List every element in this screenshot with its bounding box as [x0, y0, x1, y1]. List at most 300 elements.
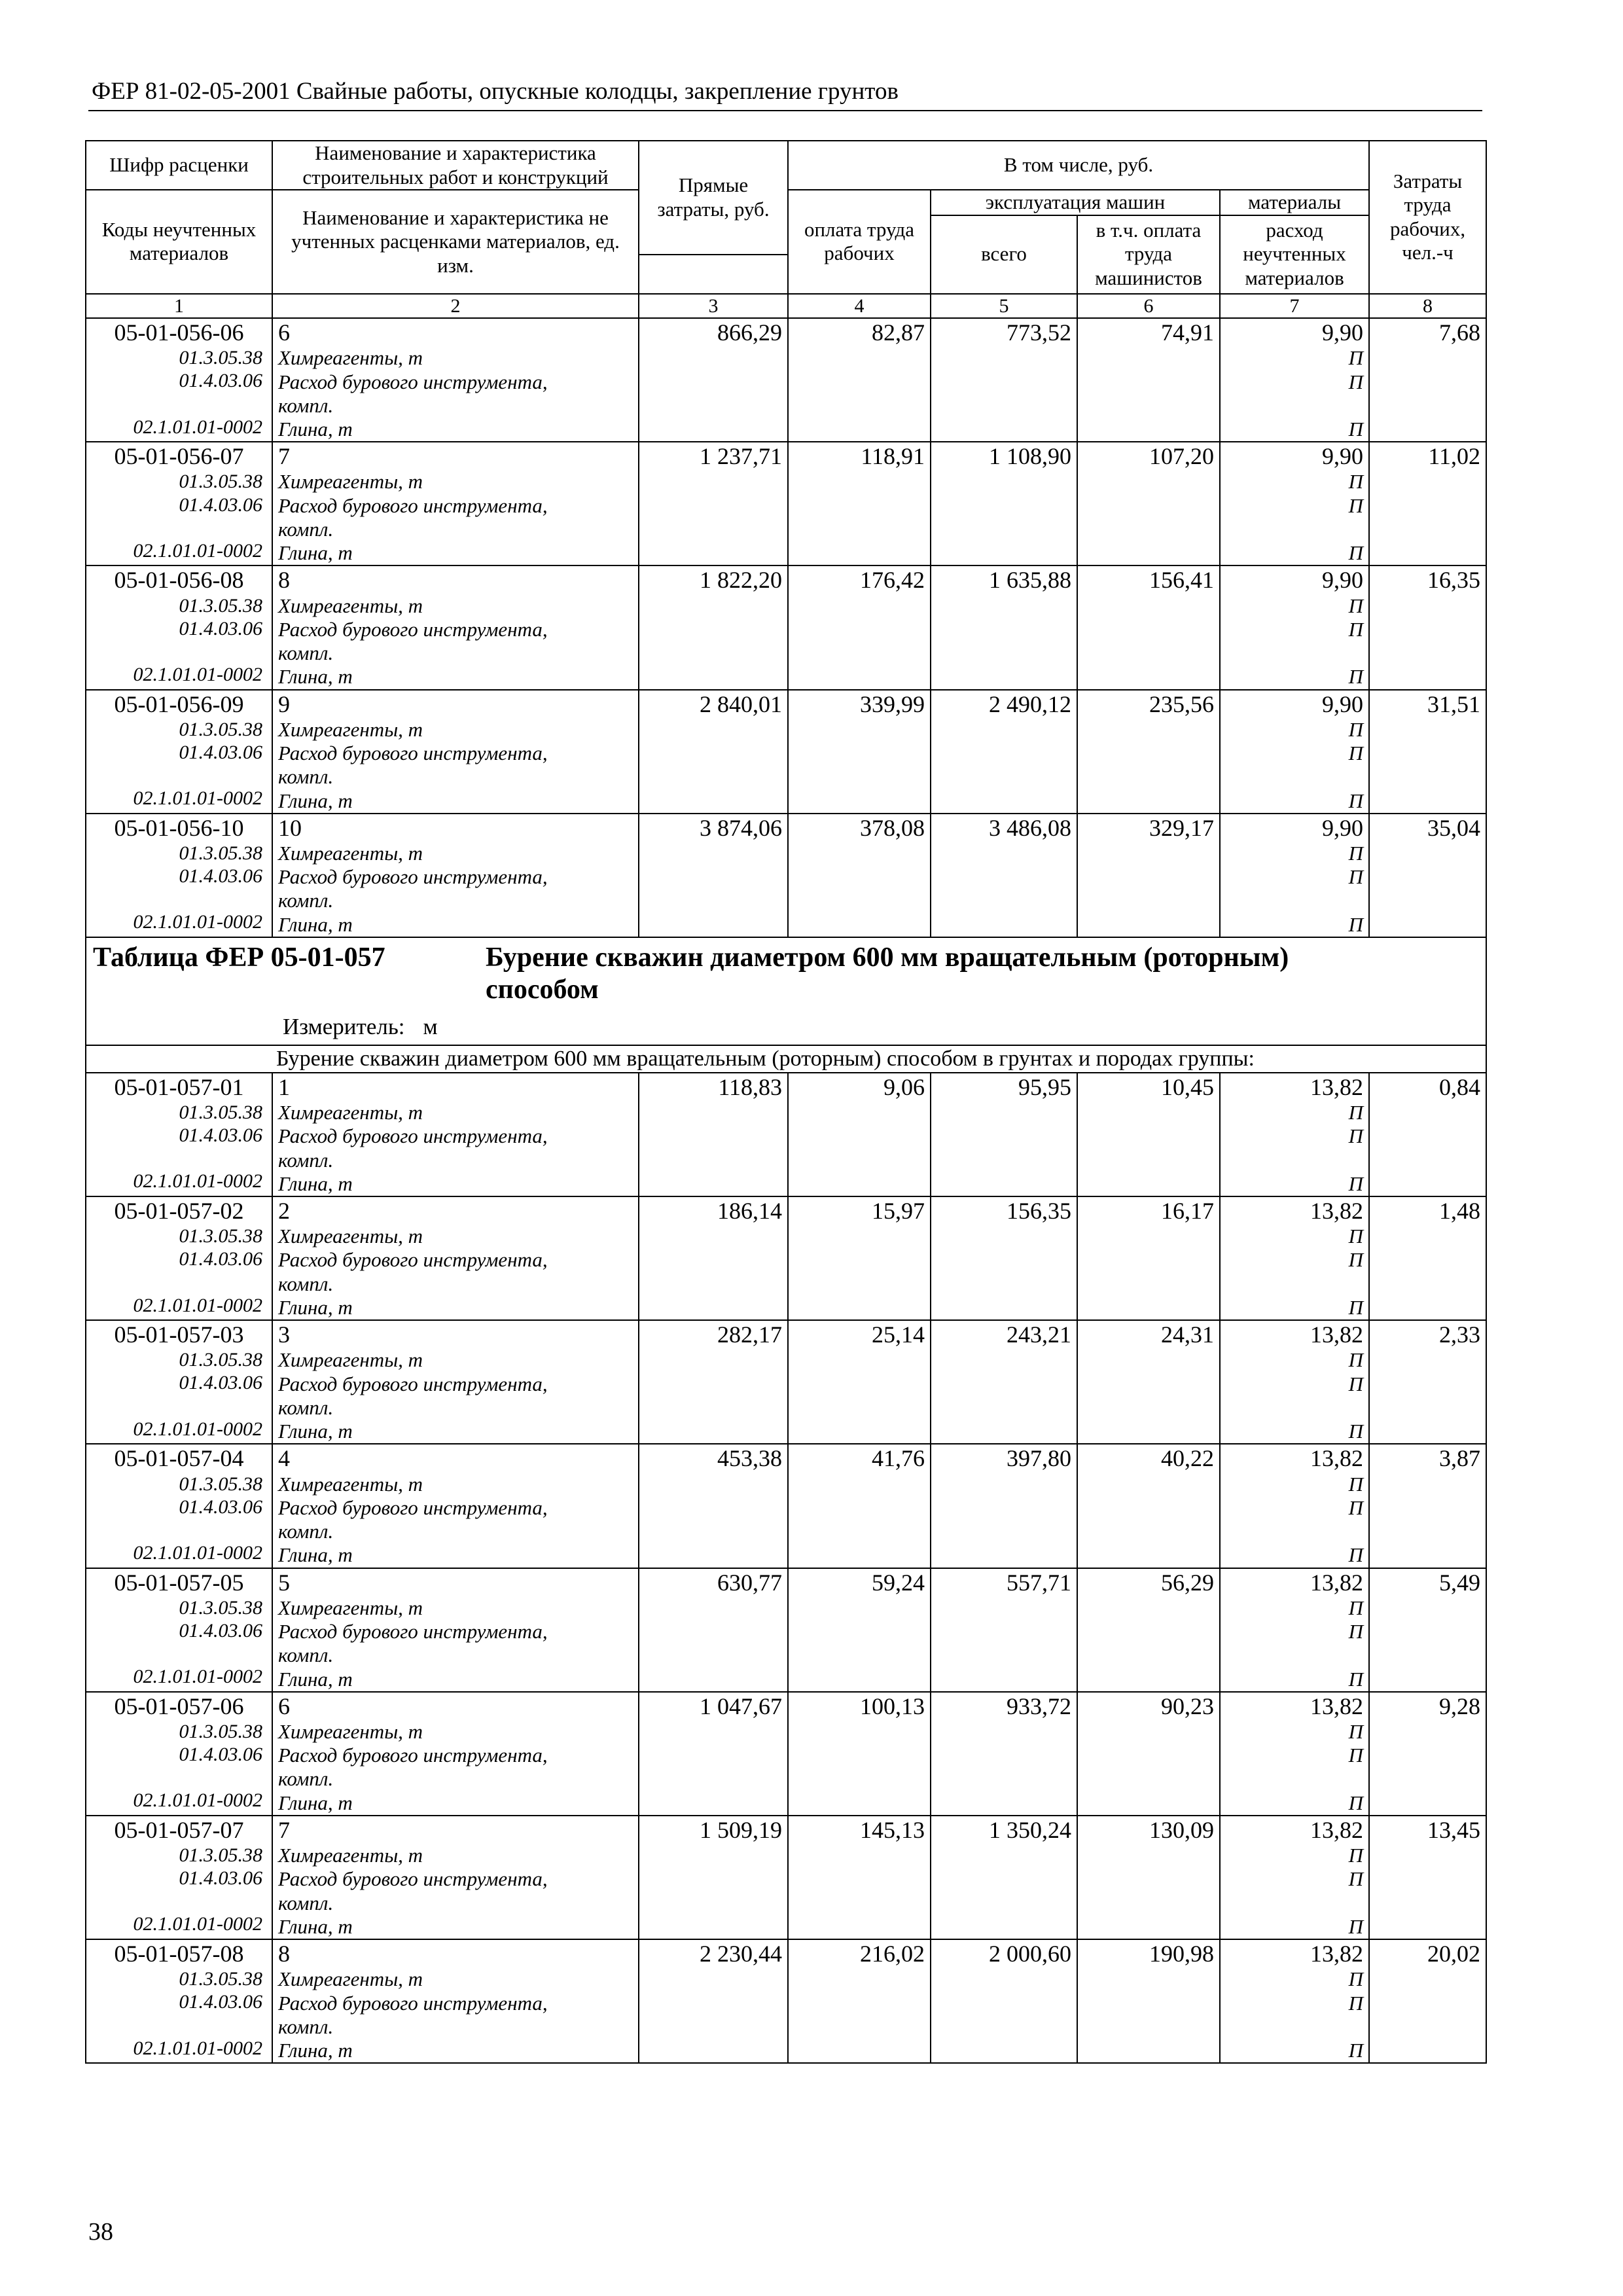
direct-costs: 1 509,19 [639, 1816, 788, 1939]
material-name: Расход бурового инструмента, [278, 617, 548, 641]
material-name: Химреагенты, т [278, 1225, 423, 1248]
material-code: 02.1.01.01-0002 [133, 1789, 262, 1812]
header-direct-costs: Прямые затраты, руб. [639, 141, 788, 255]
material-p-mark: П [1348, 346, 1364, 370]
materials-cell [1220, 690, 1369, 814]
machines-total: 243,21 [931, 1320, 1077, 1444]
rates-table [85, 140, 1487, 2064]
material-code: 02.1.01.01-0002 [133, 1666, 262, 1688]
material-p-mark: П [1348, 1348, 1364, 1372]
machines-total: 156,35 [931, 1196, 1077, 1320]
material-name: Глина, т [278, 1420, 353, 1443]
materials-cost: 13,82 [1310, 1198, 1364, 1225]
labor-pay: 100,13 [788, 1692, 931, 1816]
rate-code: 05-01-056-06 [114, 319, 244, 346]
group-number: 10 [278, 814, 302, 841]
material-name: Химреагенты, т [278, 1596, 423, 1619]
materials-cell [1220, 442, 1369, 565]
material-code: 01.4.03.06 [179, 1991, 262, 2013]
col-number: 6 [1077, 294, 1220, 318]
material-name: компл. [278, 1767, 334, 1791]
direct-costs: 186,14 [639, 1196, 788, 1320]
rate-name-cell [272, 814, 639, 937]
material-p-mark: П [1348, 1914, 1364, 1938]
rate-code: 05-01-057-04 [114, 1445, 244, 1472]
materials-cost: 13,82 [1310, 1941, 1364, 1967]
machines-driver-pay: 40,22 [1077, 1444, 1220, 1568]
material-p-blank [1226, 765, 1363, 789]
materials-cost: 13,82 [1310, 1693, 1364, 1719]
materials-cell [1220, 1568, 1369, 1692]
material-code: 02.1.01.01-0002 [133, 1294, 262, 1316]
material-name: Глина, т [278, 1791, 353, 1814]
material-name: Расход бурового инструмента, [278, 1496, 548, 1519]
material-p-mark: П [1348, 1496, 1364, 1519]
material-p-blank [1226, 1643, 1363, 1667]
materials-cost: 13,82 [1310, 1073, 1364, 1100]
material-name: Расход бурового инструмента, [278, 1248, 548, 1272]
table-057-name: Бурение скважин диаметром 600 мм вращательным (роторным) способом [486, 942, 1289, 1005]
machines-driver-pay: 10,45 [1077, 1073, 1220, 1196]
rate-code: 05-01-057-05 [114, 1569, 244, 1596]
material-p-mark: П [1348, 1596, 1364, 1619]
col-number: 4 [788, 294, 931, 318]
materials-cell [1220, 1939, 1369, 2063]
header-machines-total: всего [931, 215, 1077, 294]
material-p-mark: П [1348, 841, 1364, 865]
material-p-mark: П [1348, 1867, 1364, 1891]
material-p-blank [1226, 1520, 1363, 1543]
machines-driver-pay: 56,29 [1077, 1568, 1220, 1692]
labor-hours: 13,45 [1369, 1816, 1486, 1939]
material-code: 02.1.01.01-0002 [133, 416, 262, 438]
rate-name-cell [272, 1939, 639, 2063]
rate-code-cell [86, 814, 272, 937]
materials-cell [1220, 565, 1369, 689]
material-code: 01.3.05.38 [179, 842, 262, 864]
table-row [86, 1939, 1486, 2063]
rate-name-cell [272, 318, 639, 442]
material-code: 02.1.01.01-0002 [133, 2037, 262, 2059]
materials-cell [1220, 1692, 1369, 1816]
labor-hours: 35,04 [1369, 814, 1486, 937]
material-p-mark: П [1348, 1248, 1364, 1272]
material-p-mark: П [1348, 1296, 1364, 1319]
material-p-mark: П [1348, 1667, 1364, 1691]
material-p-mark: П [1348, 742, 1364, 765]
material-p-mark: П [1348, 594, 1364, 617]
material-code: 01.3.05.38 [179, 1968, 262, 1990]
group-number: 7 [278, 443, 290, 470]
header-rate-code: Шифр расценки [86, 141, 272, 190]
machines-total: 95,95 [931, 1073, 1077, 1196]
machines-total: 1 350,24 [931, 1816, 1077, 1939]
direct-costs: 2 230,44 [639, 1939, 788, 2063]
material-name: компл. [278, 641, 334, 665]
direct-costs: 118,83 [639, 1073, 788, 1196]
machines-driver-pay: 107,20 [1077, 442, 1220, 565]
material-name: компл. [278, 1272, 334, 1295]
material-name: компл. [278, 1891, 334, 1914]
machines-driver-pay: 329,17 [1077, 814, 1220, 937]
material-code: 02.1.01.01-0002 [133, 787, 262, 810]
material-code: 01.4.03.06 [179, 1496, 262, 1518]
material-p-mark: П [1348, 1991, 1364, 2015]
material-code: 02.1.01.01-0002 [133, 1418, 262, 1440]
material-name: Химреагенты, т [278, 1348, 423, 1372]
table-row [86, 690, 1486, 814]
material-p-mark: П [1348, 1101, 1364, 1124]
materials-cost: 13,82 [1310, 1816, 1364, 1843]
materials-cell [1220, 1816, 1369, 1939]
materials-cell [1220, 1320, 1369, 1444]
header-material-names: Наименование и характеристика не учтенных расценками материалов, ед. изм. [272, 190, 639, 294]
material-name: Химреагенты, т [278, 1472, 423, 1496]
col-number: 3 [639, 294, 788, 318]
material-code: 02.1.01.01-0002 [133, 911, 262, 933]
material-name: Расход бурового инструмента, [278, 1991, 548, 2015]
table-057-heading [86, 937, 1486, 1073]
material-name: Глина, т [278, 1543, 353, 1567]
machines-total: 397,80 [931, 1444, 1077, 1568]
header-incl: В том числе, руб. [788, 141, 1369, 190]
material-code-blank [92, 1395, 266, 1418]
labor-hours: 1,48 [1369, 1196, 1486, 1320]
materials-cost: 9,90 [1322, 691, 1364, 717]
group-number: 4 [278, 1445, 290, 1472]
material-name: Расход бурового инструмента, [278, 865, 548, 889]
table-body-057 [86, 1073, 1486, 2063]
header-materials: материалы [1220, 190, 1369, 215]
header-materials-consumption: расход неучтенных материалов [1220, 215, 1369, 294]
rate-name-cell [272, 690, 639, 814]
material-p-mark: П [1348, 2039, 1364, 2062]
material-name: Глина, т [278, 1296, 353, 1319]
rate-name-cell [272, 1816, 639, 1939]
header-machines: эксплуатация машин [931, 190, 1220, 215]
material-p-mark: П [1348, 1225, 1364, 1248]
col-number: 1 [86, 294, 272, 318]
material-p-blank [1226, 1396, 1363, 1420]
material-p-mark: П [1348, 1172, 1364, 1195]
rate-code-cell [86, 690, 272, 814]
material-code: 01.3.05.38 [179, 1349, 262, 1371]
material-p-mark: П [1348, 470, 1364, 493]
material-code-blank [92, 764, 266, 787]
material-p-blank [1226, 518, 1363, 541]
header-divider [88, 110, 1482, 111]
material-code: 01.4.03.06 [179, 1248, 262, 1270]
rate-code: 05-01-057-07 [114, 1816, 244, 1843]
labor-pay: 9,06 [788, 1073, 931, 1196]
materials-cost: 9,90 [1322, 814, 1364, 841]
material-p-blank [1226, 641, 1363, 665]
material-p-blank [1226, 1272, 1363, 1296]
machines-driver-pay: 190,98 [1077, 1939, 1220, 2063]
material-name: компл. [278, 889, 334, 912]
rate-code-cell [86, 565, 272, 689]
table-row [86, 1568, 1486, 1692]
header-machines-labor: в т.ч. оплата труда машинистов [1077, 215, 1220, 294]
labor-hours: 7,68 [1369, 318, 1486, 442]
material-code: 02.1.01.01-0002 [133, 1170, 262, 1193]
material-p-mark: П [1348, 1844, 1364, 1867]
rate-code-cell [86, 442, 272, 565]
material-name: Расход бурового инструмента, [278, 493, 548, 517]
machines-driver-pay: 16,17 [1077, 1196, 1220, 1320]
material-name: Химреагенты, т [278, 1101, 423, 1124]
material-code: 01.3.05.38 [179, 1473, 262, 1495]
rate-code: 05-01-057-03 [114, 1321, 244, 1348]
rate-code-cell [86, 318, 272, 442]
materials-cost: 9,90 [1322, 443, 1364, 470]
labor-pay: 145,13 [788, 1816, 931, 1939]
material-p-blank [1226, 2015, 1363, 2039]
rate-code-cell [86, 1939, 272, 2063]
labor-pay: 59,24 [788, 1568, 931, 1692]
materials-cost: 9,90 [1322, 567, 1364, 594]
group-number: 2 [278, 1198, 290, 1225]
labor-pay: 15,97 [788, 1196, 931, 1320]
table-row [86, 318, 1486, 442]
material-name: компл. [278, 1395, 334, 1419]
material-name: компл. [278, 765, 334, 789]
rate-code-cell [86, 1692, 272, 1816]
material-code: 01.4.03.06 [179, 865, 262, 888]
material-name: Расход бурового инструмента, [278, 1744, 548, 1767]
material-code: 01.3.05.38 [179, 1844, 262, 1867]
table-057-label: Таблица ФЕР 05-01-057 [93, 942, 385, 973]
labor-pay: 378,08 [788, 814, 931, 937]
rate-code: 05-01-057-06 [114, 1693, 244, 1719]
material-p-mark: П [1348, 1372, 1364, 1395]
materials-cost: 9,90 [1322, 319, 1364, 346]
material-code: 01.3.05.38 [179, 1225, 262, 1247]
material-p-mark: П [1348, 865, 1364, 889]
material-name: Химреагенты, т [278, 470, 423, 493]
material-code: 01.4.03.06 [179, 370, 262, 392]
direct-costs: 282,17 [639, 1320, 788, 1444]
labor-hours: 31,51 [1369, 690, 1486, 814]
material-name: Глина, т [278, 2039, 353, 2062]
material-p-mark: П [1348, 418, 1364, 441]
material-code-blank [92, 516, 266, 539]
direct-costs: 3 874,06 [639, 814, 788, 937]
rate-name-cell [272, 442, 639, 565]
machines-driver-pay: 74,91 [1077, 318, 1220, 442]
material-p-mark: П [1348, 1744, 1364, 1767]
measure-unit-label: Измеритель: [283, 1014, 405, 1040]
material-p-blank [1226, 394, 1363, 418]
group-description: Бурение скважин диаметром 600 мм вращательным (роторным) способом в грунтах и породах группы: [86, 1045, 1486, 1073]
material-name: Глина, т [278, 541, 353, 565]
machines-total: 2 000,60 [931, 1939, 1077, 2063]
labor-hours: 11,02 [1369, 442, 1486, 565]
rate-code-cell [86, 1073, 272, 1196]
material-p-mark: П [1348, 1472, 1364, 1496]
materials-cost: 13,82 [1310, 1569, 1364, 1596]
material-code-blank [92, 392, 266, 415]
labor-hours: 9,28 [1369, 1692, 1486, 1816]
rate-name-cell [272, 1196, 639, 1320]
material-p-mark: П [1348, 541, 1364, 565]
material-code: 01.3.05.38 [179, 1720, 262, 1742]
material-name: Химреагенты, т [278, 346, 423, 370]
table-row [86, 814, 1486, 937]
material-code: 01.3.05.38 [179, 1102, 262, 1124]
direct-costs: 866,29 [639, 318, 788, 442]
materials-cell [1220, 814, 1369, 937]
material-p-mark: П [1348, 493, 1364, 517]
direct-costs: 453,38 [639, 1444, 788, 1568]
material-name: компл. [278, 517, 334, 541]
measure-unit-value: м [423, 1014, 438, 1040]
material-code: 01.4.03.06 [179, 741, 262, 763]
labor-pay: 339,99 [788, 690, 931, 814]
material-p-blank [1226, 1149, 1363, 1172]
machines-total: 3 486,08 [931, 814, 1077, 937]
direct-costs: 1 047,67 [639, 1692, 788, 1816]
col-number: 2 [272, 294, 639, 318]
material-name: Химреагенты, т [278, 1967, 423, 1991]
material-code: 01.3.05.38 [179, 1596, 262, 1619]
group-number: 5 [278, 1569, 290, 1596]
material-code: 01.3.05.38 [179, 347, 262, 369]
labor-hours: 0,84 [1369, 1073, 1486, 1196]
col-number: 8 [1369, 294, 1486, 318]
material-code-blank [92, 1642, 266, 1665]
group-number: 8 [278, 1941, 290, 1967]
labor-pay: 118,91 [788, 442, 931, 565]
machines-total: 557,71 [931, 1568, 1077, 1692]
rate-name-cell [272, 1320, 639, 1444]
group-number: 6 [278, 1693, 290, 1719]
material-name: Расход бурового инструмента, [278, 1124, 548, 1148]
material-code: 01.4.03.06 [179, 1124, 262, 1147]
rate-code: 05-01-056-08 [114, 567, 244, 594]
material-name: Расход бурового инструмента, [278, 370, 548, 393]
materials-cell [1220, 1196, 1369, 1320]
material-code-blank [92, 640, 266, 663]
material-name: Глина, т [278, 1667, 353, 1691]
rate-code: 05-01-057-02 [114, 1198, 244, 1225]
material-name: Расход бурового инструмента, [278, 1867, 548, 1891]
material-code: 01.4.03.06 [179, 617, 262, 639]
material-code: 01.4.03.06 [179, 1867, 262, 1890]
machines-total: 933,72 [931, 1692, 1077, 1816]
machines-driver-pay: 130,09 [1077, 1816, 1220, 1939]
material-code-blank [92, 1766, 266, 1789]
group-number: 6 [278, 319, 290, 346]
material-p-mark: П [1348, 1967, 1364, 1991]
material-name: Химреагенты, т [278, 594, 423, 617]
material-p-mark: П [1348, 1543, 1364, 1567]
labor-hours: 5,49 [1369, 1568, 1486, 1692]
material-code: 01.3.05.38 [179, 594, 262, 617]
machines-total: 773,52 [931, 318, 1077, 442]
material-code: 01.4.03.06 [179, 493, 262, 516]
material-name: Глина, т [278, 1914, 353, 1938]
material-p-mark: П [1348, 665, 1364, 689]
direct-costs: 630,77 [639, 1568, 788, 1692]
machines-driver-pay: 156,41 [1077, 565, 1220, 689]
material-p-mark: П [1348, 1791, 1364, 1814]
direct-costs: 1 822,20 [639, 565, 788, 689]
rate-name-cell [272, 1568, 639, 1692]
material-name: Расход бурового инструмента, [278, 742, 548, 765]
labor-hours: 20,02 [1369, 1939, 1486, 2063]
material-name: Химреагенты, т [278, 841, 423, 865]
table-body-056 [86, 318, 1486, 937]
rate-code: 05-01-056-10 [114, 814, 244, 841]
machines-driver-pay: 90,23 [1077, 1692, 1220, 1816]
machines-driver-pay: 235,56 [1077, 690, 1220, 814]
material-code: 01.4.03.06 [179, 1619, 262, 1641]
rate-code: 05-01-057-01 [114, 1073, 244, 1100]
material-code: 01.3.05.38 [179, 471, 262, 493]
labor-hours: 2,33 [1369, 1320, 1486, 1444]
materials-cell [1220, 1073, 1369, 1196]
group-number: 8 [278, 567, 290, 594]
page-header-title: ФЕР 81-02-05-2001 Свайные работы, опускные колодцы, закрепление грунтов [92, 78, 899, 105]
material-p-mark: П [1348, 370, 1364, 393]
table-row [86, 1320, 1486, 1444]
col-number: 7 [1220, 294, 1369, 318]
materials-cost: 13,82 [1310, 1445, 1364, 1472]
table-row [86, 442, 1486, 565]
group-number: 1 [278, 1073, 290, 1100]
rate-code: 05-01-057-08 [114, 1941, 244, 1967]
table-row [86, 1444, 1486, 1568]
material-name: компл. [278, 2015, 334, 2038]
material-code-blank [92, 888, 266, 910]
header-work-name: Наименование и характеристика строительных работ и конструкций [272, 141, 639, 190]
machines-total: 1 108,90 [931, 442, 1077, 565]
header-labor: оплата труда рабочих [788, 190, 931, 294]
table-row [86, 1196, 1486, 1320]
machines-total: 2 490,12 [931, 690, 1077, 814]
measure-unit [93, 1014, 1479, 1041]
material-p-mark: П [1348, 1620, 1364, 1643]
rate-code-cell [86, 1196, 272, 1320]
material-name: Химреагенты, т [278, 717, 423, 741]
material-p-mark: П [1348, 1124, 1364, 1148]
rate-code-cell [86, 1320, 272, 1444]
material-p-blank [1226, 1892, 1363, 1915]
machines-total: 1 635,88 [931, 565, 1077, 689]
material-name: компл. [278, 1148, 334, 1172]
rate-name-cell [272, 565, 639, 689]
rate-code: 05-01-056-09 [114, 691, 244, 717]
material-code-blank [92, 2013, 266, 2036]
material-code-blank [92, 1518, 266, 1541]
labor-pay: 25,14 [788, 1320, 931, 1444]
rate-name-cell [272, 1073, 639, 1196]
material-code: 01.4.03.06 [179, 1744, 262, 1765]
rate-code: 05-01-056-07 [114, 443, 244, 470]
header-direct-costs-spacer [639, 255, 788, 294]
table-header [86, 141, 1486, 318]
material-name: компл. [278, 393, 334, 417]
materials-cost: 13,82 [1310, 1321, 1364, 1348]
col-number: 5 [931, 294, 1077, 318]
material-name: Химреагенты, т [278, 1719, 423, 1743]
material-name: Расход бурового инструмента, [278, 1372, 548, 1395]
material-code-blank [92, 1270, 266, 1293]
material-code: 02.1.01.01-0002 [133, 1541, 262, 1564]
material-name: Глина, т [278, 418, 353, 441]
header-labor-costs: Затраты труда рабочих, чел.-ч [1369, 141, 1486, 294]
